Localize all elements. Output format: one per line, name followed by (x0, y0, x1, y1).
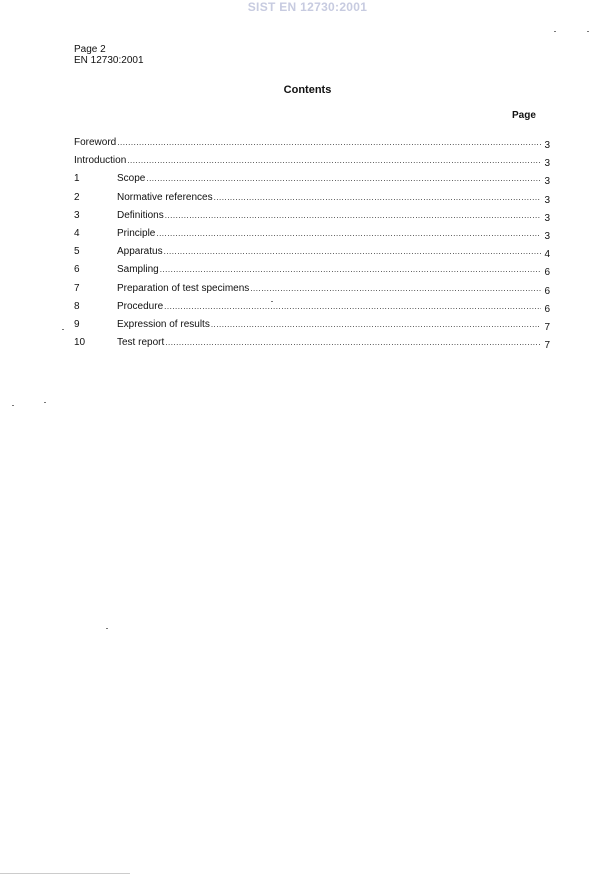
page-column-heading: Page (512, 110, 536, 121)
scan-speck (12, 405, 14, 406)
toc-entry-number: 9 (74, 318, 80, 330)
toc-entry-page: 3 (544, 176, 550, 188)
toc-entry-sampling[interactable] (74, 264, 550, 282)
toc-entry-test-report[interactable] (74, 337, 550, 355)
toc-leader-dots (117, 137, 541, 149)
toc-entry-page: 7 (544, 340, 550, 352)
toc-entry-normative-references[interactable] (74, 192, 550, 210)
toc-entry-title: Sampling (117, 264, 159, 276)
toc-entry-title: Test report (117, 337, 165, 349)
toc-leader-dots (146, 173, 541, 185)
scan-speck (106, 628, 108, 629)
toc-leader-dots (214, 192, 541, 204)
toc-entry-number: 7 (74, 282, 80, 294)
toc-entry-page: 6 (544, 303, 550, 315)
toc-entry-page: 3 (544, 158, 550, 170)
toc-entry-definitions[interactable] (74, 210, 550, 228)
standard-number: EN 12730:2001 (74, 55, 144, 66)
contents-heading: Contents (283, 84, 332, 96)
toc-leader-dots (164, 301, 541, 313)
toc-entry-title: Procedure (117, 300, 164, 312)
toc-entry-page: 3 (544, 212, 550, 224)
toc-entry-page: 4 (544, 249, 550, 261)
toc-leader-dots (211, 319, 541, 331)
toc-entry-number: 5 (74, 246, 80, 258)
toc-entry-title: Preparation of test specimens (117, 282, 250, 294)
toc-entry-title: Principle (117, 227, 156, 239)
toc-entry-number: 3 (74, 209, 80, 221)
toc-leader-dots (165, 337, 541, 349)
toc-entry-number: 6 (74, 264, 80, 276)
toc-entry-scope[interactable] (74, 173, 550, 191)
watermark: SIST EN 12730:2001 (247, 0, 368, 14)
toc-entry-expression-of-results[interactable] (74, 319, 550, 337)
toc-entry-page: 3 (544, 194, 550, 206)
toc-entry-number: 2 (74, 191, 80, 203)
footer-rule (0, 873, 130, 874)
toc-entry-page: 6 (544, 285, 550, 297)
toc-entry-title: Apparatus (117, 246, 163, 258)
toc-entry-title: Scope (117, 173, 146, 185)
toc-entry-apparatus[interactable] (74, 246, 550, 264)
toc-entry-title: Introduction (74, 155, 127, 167)
toc-entry-title: Foreword (74, 137, 117, 148)
scan-speck (271, 301, 273, 302)
scan-speck (554, 31, 556, 32)
toc-entry-page: 6 (544, 267, 550, 279)
toc-entry-title: Expression of results (117, 318, 210, 330)
scan-speck (44, 402, 46, 403)
toc-entry-number: 10 (74, 337, 86, 349)
toc-entry-introduction[interactable] (74, 155, 550, 173)
toc-entry-title: Normative references (117, 191, 213, 203)
toc-leader-dots (156, 228, 541, 240)
toc-leader-dots (127, 155, 541, 167)
toc-entry-principle[interactable] (74, 228, 550, 246)
toc-entry-number: 4 (74, 227, 80, 239)
toc-entry-page: 3 (544, 230, 550, 242)
toc-leader-dots (164, 246, 541, 258)
page-number: Page 2 (74, 44, 106, 55)
toc-entry-page: 7 (544, 321, 550, 333)
toc-entry-page: 3 (544, 140, 550, 151)
toc-leader-dots (160, 264, 541, 276)
toc-entry-number: 8 (74, 300, 80, 312)
toc-leader-dots (250, 283, 541, 295)
page-header (74, 44, 144, 66)
toc-leader-dots (165, 210, 541, 222)
scan-speck (587, 31, 589, 32)
toc-entry-title: Definitions (117, 209, 164, 221)
toc-entry-preparation-of-test-specimens[interactable] (74, 283, 550, 301)
toc-entry-procedure[interactable] (74, 301, 550, 319)
table-of-contents (74, 137, 550, 355)
toc-entry-foreword[interactable] (74, 137, 550, 155)
toc-entry-number: 1 (74, 173, 80, 185)
scan-speck (62, 329, 64, 330)
